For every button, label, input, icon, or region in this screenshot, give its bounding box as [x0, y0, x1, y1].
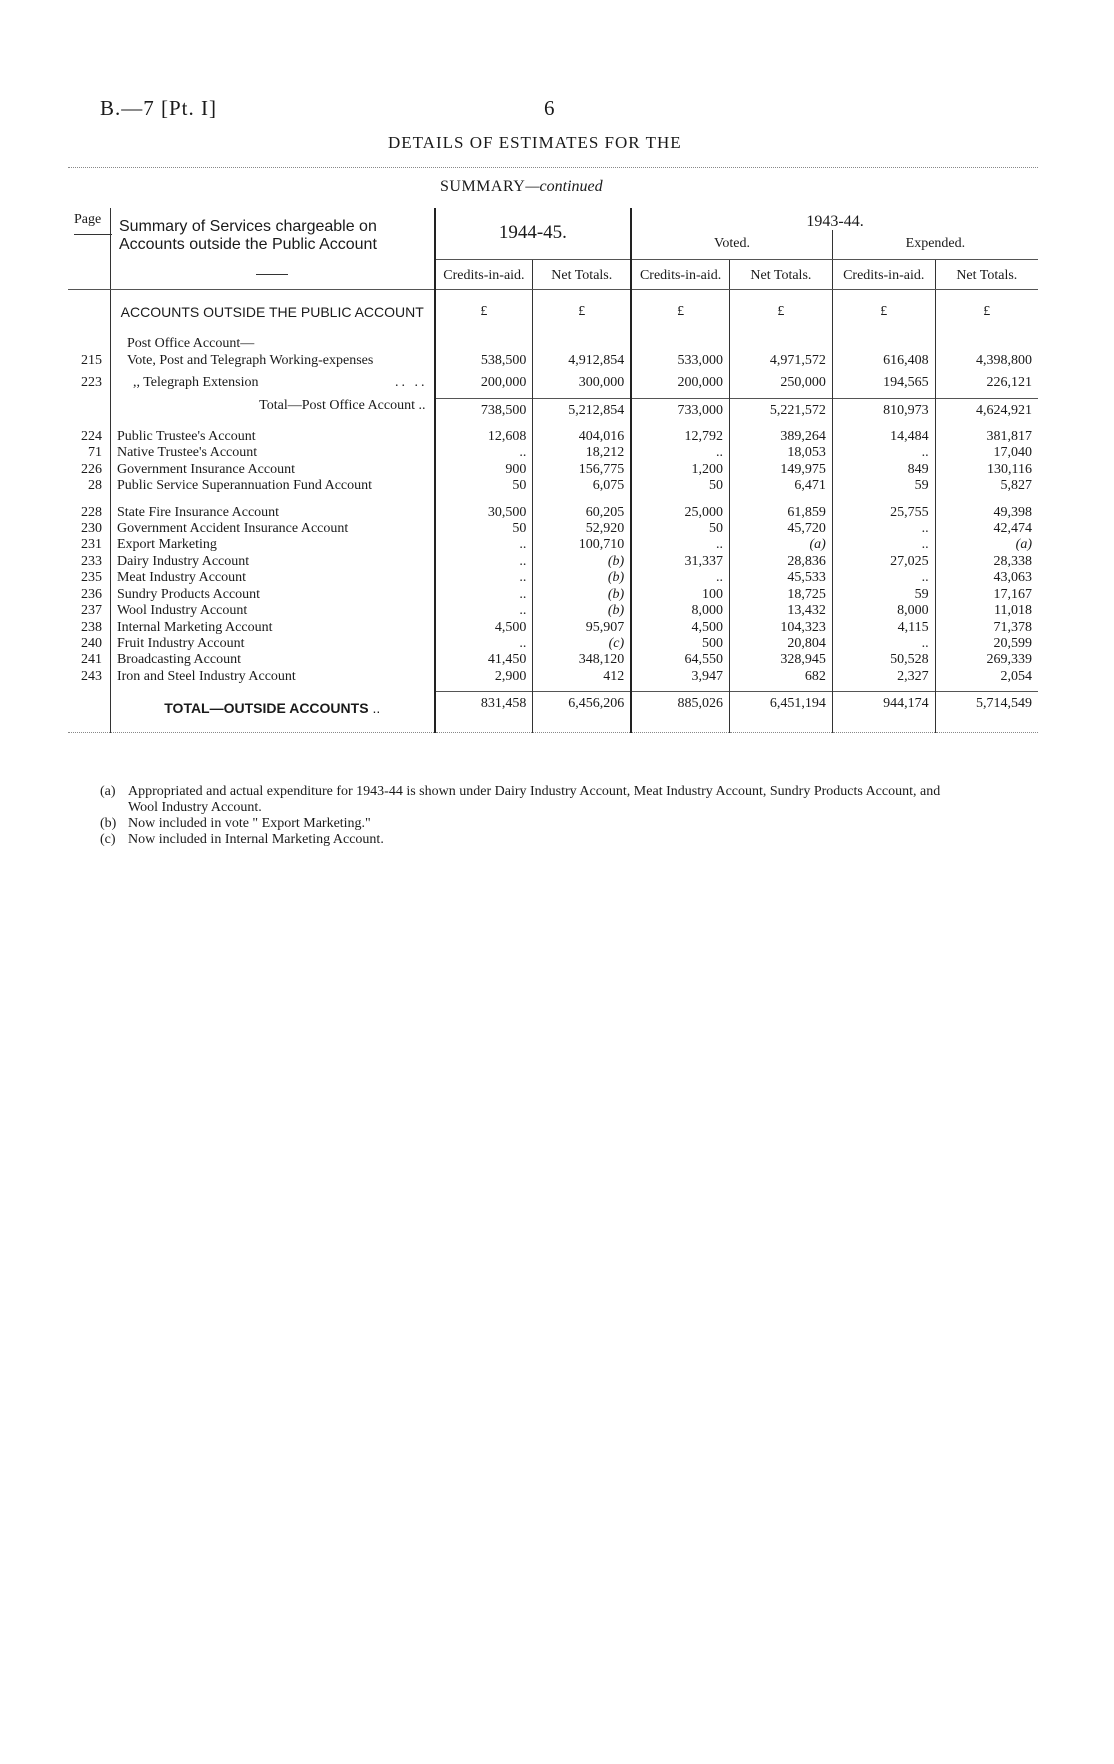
footnote-mark: (b)	[100, 816, 117, 831]
net-expended: 17,167	[935, 587, 1038, 603]
net-1944: 300,000	[533, 375, 631, 391]
table-row	[68, 620, 1038, 636]
footnote-text: Now included in vote " Export Marketing."	[128, 816, 371, 831]
net-expended: 71,378	[935, 620, 1038, 636]
credits-voted: 1,200	[631, 462, 729, 478]
currency-symbol: £	[935, 290, 1038, 321]
net-1944: 404,016	[533, 429, 631, 445]
currency-row	[68, 290, 1038, 321]
net-1944: 52,920	[533, 521, 631, 537]
table-row	[68, 570, 1038, 586]
net-voted: 104,323	[730, 620, 833, 636]
credits-1944: 538,500	[435, 353, 533, 369]
account-label: Broadcasting Account	[110, 652, 434, 668]
net-expended: 28,338	[935, 554, 1038, 570]
net-expended: 2,054	[935, 669, 1038, 685]
post-office-heading-row	[68, 336, 1038, 352]
page-ref-cell: 224	[80, 429, 102, 445]
page-ref-cell: 215	[80, 352, 102, 368]
summary-subtitle	[440, 178, 603, 196]
credits-voted: 4,500	[631, 620, 729, 636]
net-expended: 4,624,921	[935, 398, 1038, 419]
services-column-header: Summary of Services chargeable on Accounts outside the Public Account	[110, 208, 434, 290]
page-ref-cell: 226	[80, 461, 102, 477]
credits-1944: 50	[435, 521, 533, 537]
net-1944: (b)	[533, 603, 631, 619]
credits-expended: 944,174	[832, 692, 935, 724]
credits-voted: 3,947	[631, 669, 729, 685]
page-ref-cell: 238	[80, 619, 102, 635]
net-1944: (b)	[533, 587, 631, 603]
credits-expended: ..	[832, 636, 935, 652]
table-row	[68, 478, 1038, 494]
credits-1944: ..	[435, 537, 533, 553]
table-row	[68, 353, 1038, 369]
expended-header: Expended.	[832, 230, 1038, 259]
currency-symbol: £	[631, 290, 729, 321]
footnote	[100, 784, 960, 816]
credits-1944: ..	[435, 445, 533, 461]
credits-voted: 50	[631, 521, 729, 537]
net-expended: 130,116	[935, 462, 1038, 478]
account-label: Wool Industry Account	[110, 603, 434, 619]
table-row	[68, 521, 1038, 537]
post-office-total-row	[68, 398, 1038, 419]
currency-symbol: £	[730, 290, 833, 321]
net-voted: 250,000	[730, 375, 833, 391]
subtitle-main: SUMMARY	[440, 178, 526, 195]
table-row	[68, 462, 1038, 478]
table-row	[68, 603, 1038, 619]
account-label: Government Insurance Account	[110, 462, 434, 478]
post-office-heading: Post Office Account—	[110, 336, 434, 352]
account-label: Export Marketing	[110, 537, 434, 553]
credits-1944: 831,458	[435, 692, 533, 724]
credits-expended: 14,484	[832, 429, 935, 445]
credits-1944: 200,000	[435, 375, 533, 391]
net-header-1944: Net Totals.	[533, 259, 631, 289]
net-expended: 226,121	[935, 375, 1038, 391]
net-expended: 5,714,549	[935, 692, 1038, 724]
table-row	[68, 554, 1038, 570]
net-voted: 6,451,194	[730, 692, 833, 724]
credits-1944: 41,450	[435, 652, 533, 668]
account-label: Government Accident Insurance Account	[110, 521, 434, 537]
net-expended: 4,398,800	[935, 353, 1038, 369]
credits-voted: 25,000	[631, 505, 729, 521]
credits-expended: 616,408	[832, 353, 935, 369]
account-label: Sundry Products Account	[110, 587, 434, 603]
net-expended: 381,817	[935, 429, 1038, 445]
table-row	[68, 669, 1038, 685]
credits-voted: 8,000	[631, 603, 729, 619]
net-voted: 28,836	[730, 554, 833, 570]
page-ref-cell: 231	[80, 537, 102, 553]
net-1944: 5,212,854	[533, 398, 631, 419]
credits-expended: 25,755	[832, 505, 935, 521]
table-row	[68, 445, 1038, 461]
credits-1944: 30,500	[435, 505, 533, 521]
credits-expended: 194,565	[832, 375, 935, 391]
net-1944: 348,120	[533, 652, 631, 668]
credits-expended: 849	[832, 462, 935, 478]
credits-voted: 12,792	[631, 429, 729, 445]
net-voted: 149,975	[730, 462, 833, 478]
credits-header-voted: Credits-in-aid.	[631, 259, 729, 289]
net-expended: 17,040	[935, 445, 1038, 461]
account-rows	[68, 429, 1038, 685]
footnote-text: Appropriated and actual expenditure for 1943-44 is shown under Dairy Industry Account, Meat Industry Account, Sundry Products Account, and Wool Industry Account.	[128, 784, 941, 815]
net-1944: 18,212	[533, 445, 631, 461]
credits-expended: 2,327	[832, 669, 935, 685]
grand-total-label: TOTAL—OUTSIDE ACCOUNTS ..	[110, 692, 434, 724]
credits-expended: 59	[832, 587, 935, 603]
credits-1944: 12,608	[435, 429, 533, 445]
net-expended: 11,018	[935, 603, 1038, 619]
net-1944: 412	[533, 669, 631, 685]
footnote	[100, 816, 960, 832]
year-1944-45-header: 1944-45.	[435, 208, 632, 259]
net-1944: (b)	[533, 554, 631, 570]
page-ref-cell: 241	[80, 652, 102, 668]
net-1944: 6,075	[533, 478, 631, 494]
net-voted: 18,053	[730, 445, 833, 461]
credits-1944: ..	[435, 570, 533, 586]
credits-expended: ..	[832, 521, 935, 537]
net-voted: 18,725	[730, 587, 833, 603]
account-label: Internal Marketing Account	[110, 620, 434, 636]
year-1943-44-header: 1943-44.	[631, 208, 1038, 230]
net-expended: 5,827	[935, 478, 1038, 494]
credits-1944: ..	[435, 636, 533, 652]
net-voted: 45,533	[730, 570, 833, 586]
page-ref-cell: 230	[80, 521, 102, 537]
account-label: Vote, Post and Telegraph Working-expenses	[110, 353, 434, 369]
credits-header-expended: Credits-in-aid.	[832, 259, 935, 289]
net-voted: 682	[730, 669, 833, 685]
footnote-mark: (a)	[100, 784, 116, 799]
page-ref-cell: 233	[80, 553, 102, 569]
net-voted: (a)	[730, 537, 833, 553]
net-expended: 42,474	[935, 521, 1038, 537]
estimates-table	[68, 208, 1038, 733]
net-1944: 6,456,206	[533, 692, 631, 724]
credits-voted: 50	[631, 478, 729, 494]
credits-voted: 100	[631, 587, 729, 603]
account-label: Public Trustee's Account	[110, 429, 434, 445]
subtitle-continued: —continued	[525, 178, 603, 195]
net-1944: 100,710	[533, 537, 631, 553]
credits-1944: ..	[435, 603, 533, 619]
page-ref-cell: 28	[87, 478, 102, 494]
credits-1944: 900	[435, 462, 533, 478]
page-column-header: Page	[68, 208, 110, 290]
credits-voted: 733,000	[631, 398, 729, 419]
account-label: Public Service Superannuation Fund Account	[110, 478, 434, 494]
credits-1944: 4,500	[435, 620, 533, 636]
net-voted: 4,971,572	[730, 353, 833, 369]
net-1944: 156,775	[533, 462, 631, 478]
footnote-mark: (c)	[100, 832, 116, 847]
net-1944: 60,205	[533, 505, 631, 521]
account-label: Meat Industry Account	[110, 570, 434, 586]
table-row	[68, 587, 1038, 603]
net-1944: (b)	[533, 570, 631, 586]
page-ref-cell: 228	[80, 504, 102, 520]
credits-expended: 27,025	[832, 554, 935, 570]
page-ref-cell: 236	[80, 586, 102, 602]
credits-voted: 31,337	[631, 554, 729, 570]
page-ref-cell: 243	[80, 668, 102, 684]
table-row	[68, 652, 1038, 668]
net-voted: 13,432	[730, 603, 833, 619]
account-label: State Fire Insurance Account	[110, 505, 434, 521]
credits-1944: ..	[435, 587, 533, 603]
page-number: 6	[544, 96, 555, 120]
credits-1944: 2,900	[435, 669, 533, 685]
credits-expended: 810,973	[832, 398, 935, 419]
header-dash	[256, 274, 288, 275]
net-1944: (c)	[533, 636, 631, 652]
credits-1944: 50	[435, 478, 533, 494]
credits-expended: 8,000	[832, 603, 935, 619]
credits-expended: ..	[832, 537, 935, 553]
credits-expended: 50,528	[832, 652, 935, 668]
net-voted: 45,720	[730, 521, 833, 537]
credits-header-1944: Credits-in-aid.	[435, 259, 533, 289]
page-ref-cell: 235	[80, 570, 102, 586]
account-label: ,, Telegraph Extension .. ..	[110, 375, 434, 391]
credits-expended: ..	[832, 445, 935, 461]
net-expended: 269,339	[935, 652, 1038, 668]
net-header-voted: Net Totals.	[730, 259, 833, 289]
net-1944: 4,912,854	[533, 353, 631, 369]
credits-1944: ..	[435, 554, 533, 570]
account-label: Fruit Industry Account	[110, 636, 434, 652]
net-voted: 389,264	[730, 429, 833, 445]
net-voted: 5,221,572	[730, 398, 833, 419]
net-header-expended: Net Totals.	[935, 259, 1038, 289]
currency-symbol: £	[832, 290, 935, 321]
net-voted: 6,471	[730, 478, 833, 494]
footnotes	[100, 784, 960, 848]
page-ref-cell: 71	[87, 445, 102, 461]
net-1944: 95,907	[533, 620, 631, 636]
table-row	[68, 429, 1038, 445]
currency-symbol: £	[533, 290, 631, 321]
footnote-text: Now included in Internal Marketing Account.	[128, 832, 384, 847]
account-label: Iron and Steel Industry Account	[110, 669, 434, 685]
page-title: DETAILS OF ESTIMATES FOR THE	[388, 133, 682, 152]
table-row	[68, 537, 1038, 553]
voted-header: Voted.	[631, 230, 832, 259]
table-row	[68, 375, 1038, 391]
net-expended: 20,599	[935, 636, 1038, 652]
net-voted: 328,945	[730, 652, 833, 668]
credits-1944: 738,500	[435, 398, 533, 419]
net-voted: 61,859	[730, 505, 833, 521]
credits-voted: 885,026	[631, 692, 729, 724]
credits-voted: 533,000	[631, 353, 729, 369]
credits-voted: ..	[631, 537, 729, 553]
account-label: Dairy Industry Account	[110, 554, 434, 570]
account-label: Native Trustee's Account	[110, 445, 434, 461]
net-expended: 49,398	[935, 505, 1038, 521]
credits-voted: ..	[631, 445, 729, 461]
credits-voted: 200,000	[631, 375, 729, 391]
grand-total-row	[68, 692, 1038, 724]
page-reference: B.—7 [Pt. I]	[100, 96, 217, 120]
section-heading: ACCOUNTS OUTSIDE THE PUBLIC ACCOUNT	[110, 290, 434, 331]
title-divider	[68, 167, 1038, 168]
credits-expended: ..	[832, 570, 935, 586]
page-ref-cell: 223	[80, 375, 102, 391]
credits-expended: 4,115	[832, 620, 935, 636]
net-voted: 20,804	[730, 636, 833, 652]
net-expended: 43,063	[935, 570, 1038, 586]
credits-voted: 500	[631, 636, 729, 652]
credits-voted: ..	[631, 570, 729, 586]
currency-symbol: £	[435, 290, 533, 321]
page-ref-cell: 237	[80, 603, 102, 619]
subtotal-label: Total—Post Office Account ..	[110, 398, 434, 419]
table-row	[68, 636, 1038, 652]
footnote	[100, 832, 960, 848]
credits-voted: 64,550	[631, 652, 729, 668]
table-row	[68, 505, 1038, 521]
net-expended: (a)	[935, 537, 1038, 553]
page-ref-cell: 240	[80, 635, 102, 651]
credits-expended: 59	[832, 478, 935, 494]
